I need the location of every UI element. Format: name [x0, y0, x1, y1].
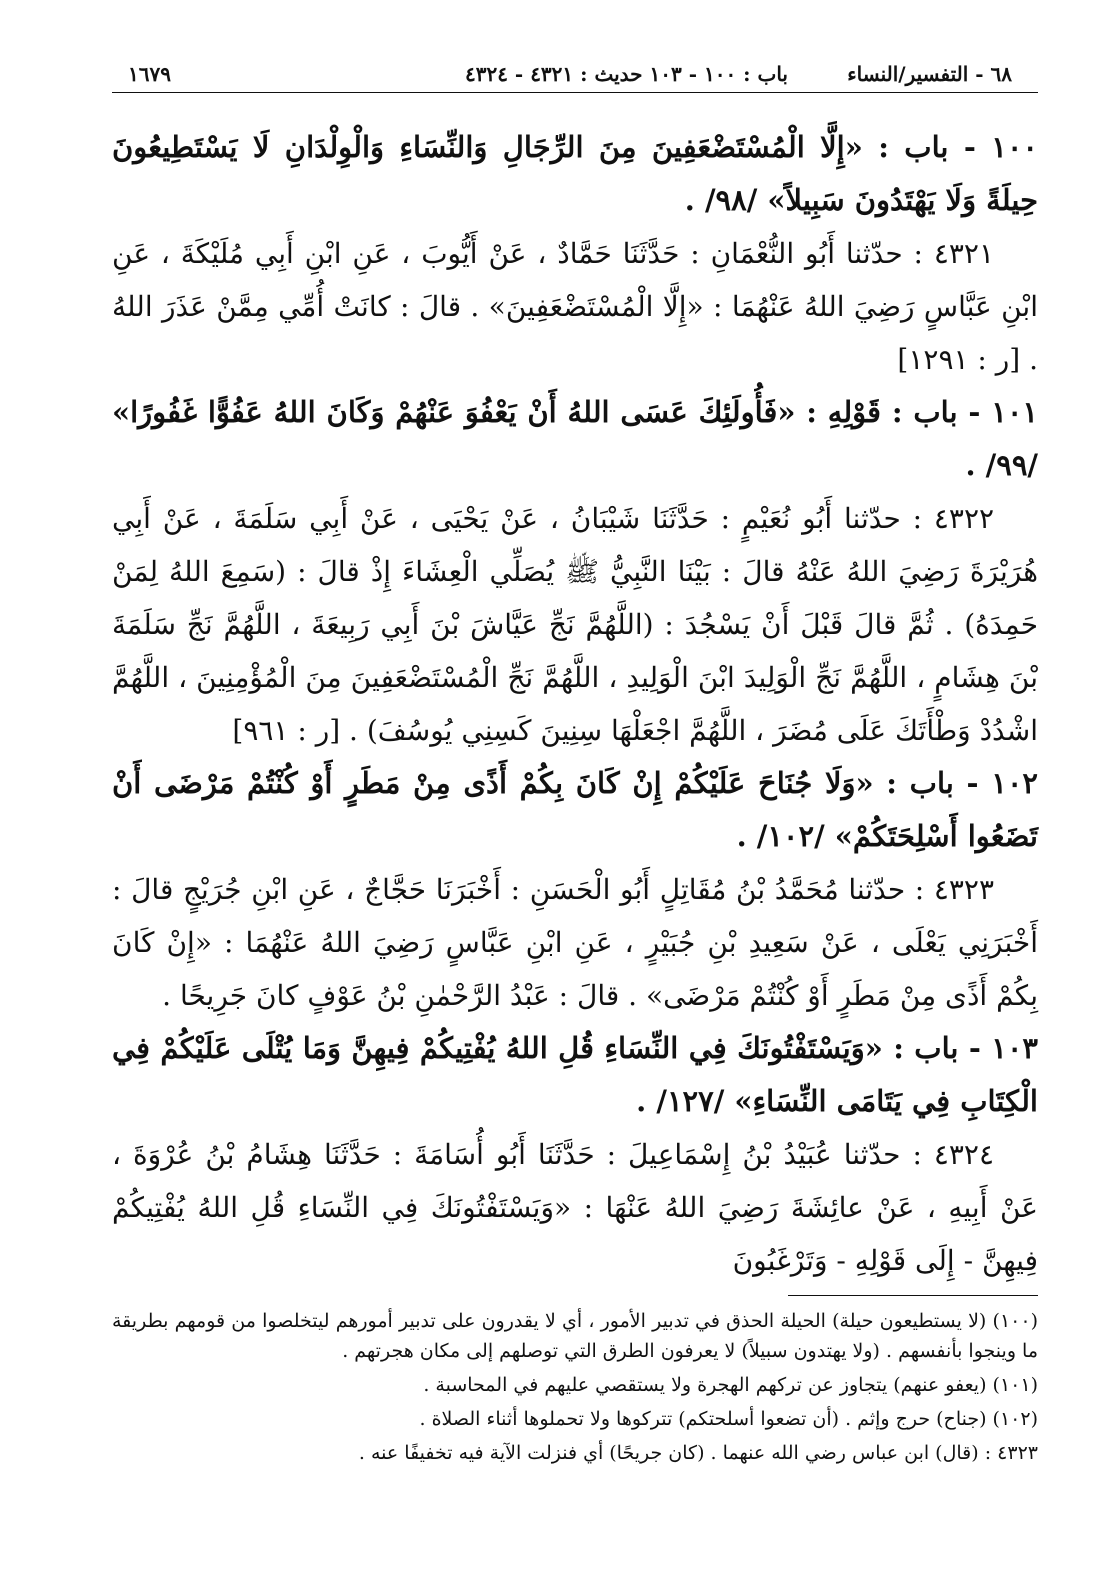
hadith-4324: ٤٣٢٤ : حدّثنا عُبَيْدُ بْنُ إِسْمَاعِيلَ : حَدَّثَنَا أَبُو أُسَامَةَ : حَدَّثَنَا هِشَامُ بْنُ عُرْوَةَ ، عَنْ أَبِيهِ ، عَنْ عائِشَةَ رَضِيَ اللهُ عَنْهَا : «وَيَسْتَفْتُونَكَ فِي النِّسَاءِ قُلِ اللهُ يُفْتِيكُمْ فِيهِنَّ - إِلَى قَوْلِهِ - وَتَرْغَبُونَ — [112, 1138, 1038, 1277]
footnote-divider — [788, 1295, 1038, 1296]
main-text — [112, 121, 1038, 1287]
running-header — [112, 56, 1038, 93]
page-number: ١٦٧٩ — [128, 62, 171, 86]
hadith-4322: ٤٣٢٢ : حدّثنا أَبُو نُعَيْمٍ : حَدَّثَنَا شَيْبَانُ ، عَنْ يَحْيَى ، عَنْ أَبِي سَلَمَةَ ، عَنْ أَبِي هُرَيْرَةَ رَضِيَ اللهُ عَنْهُ قالَ : بَيْنَا النَّبِيُّ ﷺ يُصَلِّي الْعِشَاءَ إِذْ قالَ : (سَمِعَ اللهُ لِمَنْ حَمِدَهُ) . ثُمَّ قالَ قَبْلَ أَنْ يَسْجُدَ : (اللَّهُمَّ نَجِّ عَيَّاشَ بْنَ أَبِي رَبِيعَةَ ، اللَّهُمَّ نَجِّ سَلَمَةَ بْنَ هِشَامٍ ، اللَّهُمَّ نَجِّ الْوَلِيدَ ابْنَ الْوَلِيدِ ، اللَّهُمَّ نَجِّ الْمُسْتَضْعَفِينَ مِنَ الْمُؤْمِنِينَ ، اللَّهُمَّ اشْدُدْ وَطْأَتَكَ عَلَى مُضَرَ ، اللَّهُمَّ اجْعَلْهَا سِنِينَ كَسِنِي يُوسُفَ) . [ر : ٩٦١] — [112, 502, 1038, 747]
chapter-title: ٦٨ - التفسير/النساء — [847, 62, 1012, 86]
bab-heading-101: ١٠١ - باب : قَوْلِهِ : «فَأُولَئِكَ عَسَى اللهُ أَنْ يَعْفُوَ عَنْهُمْ وَكَانَ اللهُ عَفُوًّا غَفُورًا» /٩٩/ . — [112, 395, 1038, 482]
hadith-4321: ٤٣٢١ : حدّثنا أَبُو النُّعْمَانِ : حَدَّثَنَا حَمَّادٌ ، عَنْ أَيُّوبَ ، عَنِ ابْنِ أَبِي مُلَيْكَةَ ، عَنِ ابْنِ عَبَّاسٍ رَضِيَ اللهُ عَنْهُمَا : «إِلَّا الْمُسْتَضْعَفِينَ» . قالَ : كانَتْ أُمِّي مِمَّنْ عَذَرَ اللهُ . [ر : ١٢٩١] — [112, 237, 1038, 376]
footnote-100: (١٠٠) (لا يستطيعون حيلة) الحيلة الحذق في تدبير الأمور ، أي لا يقدرون على تدبير أمورهم ليتخلصوا من قومهم بطريقة ما وينجوا بأنفسهم . (ولا يهتدون سبيلاً) لا يعرفون الطرق التي توصلهم إلى مكان هجرتهم . — [112, 1310, 1038, 1362]
footnote-101: (١٠١) (يعفو عنهم) يتجاوز عن تركهم الهجرة ولا يستقصي عليهم في المحاسبة . — [423, 1374, 1038, 1396]
bab-heading-100: ١٠٠ - باب : «إِلَّا الْمُسْتَضْعَفِينَ مِنَ الرِّجَالِ وَالنِّسَاءِ وَالْوِلْدَانِ لَا يَسْتَطِيعُونَ حِيلَةً وَلَا يَهْتَدُونَ سَبِيلاً» /٩٨/ . — [112, 130, 1038, 217]
footnotes — [112, 1306, 1038, 1468]
footnote-102: (١٠٢) (جناح) حرج وإثم . (أن تضعوا أسلحتكم) تتركوها ولا تحملوها أثناء الصلاة . — [419, 1408, 1038, 1430]
hadith-4323: ٤٣٢٣ : حدّثنا مُحَمَّدُ بْنُ مُقَاتِلٍ أَبُو الْحَسَنِ : أَخْبَرَنَا حَجَّاجٌ ، عَنِ ابْنِ جُرَيْجٍ قالَ : أَخْبَرَنِي يَعْلَى ، عَنْ سَعِيدِ بْنِ جُبَيْرٍ ، عَنِ ابْنِ عَبَّاسٍ رَضِيَ اللهُ عَنْهُمَا : «إِنْ كَانَ بِكُمْ أَذًى مِنْ مَطَرٍ أَوْ كُنْتُمْ مَرْضَى» . قالَ : عَبْدُ الرَّحْمٰنِ بْنُ عَوْفٍ كانَ جَرِيحًا . — [112, 873, 1038, 1012]
book-page — [112, 56, 1038, 1556]
bab-heading-102: ١٠٢ - باب : «وَلَا جُنَاحَ عَلَيْكُمْ إِنْ كَانَ بِكُمْ أَذًى مِنْ مَطَرٍ أَوْ كُنْتُمْ مَرْضَى أَنْ تَضَعُوا أَسْلِحَتَكُمْ» /١٠٢/ . — [112, 766, 1038, 853]
bab-heading-103: ١٠٣ - باب : «وَيَسْتَفْتُونَكَ فِي النِّسَاءِ قُلِ اللهُ يُفْتِيكُمْ فِيهِنَّ وَمَا يُتْلَى عَلَيْكُمْ فِي الْكِتَابِ فِي يَتَامَى النِّسَاءِ» /١٢٧/ . — [112, 1031, 1038, 1118]
footnote-4323: ٤٣٢٣ : (قال) ابن عباس رضي الله عنهما . (كان جريحًا) أي فنزلت الآية فيه تخفيفًا عنه . — [358, 1442, 1038, 1464]
section-range: باب : ١٠٠ - ١٠٣ حديث : ٤٣٢١ - ٤٣٢٤ — [464, 62, 788, 86]
